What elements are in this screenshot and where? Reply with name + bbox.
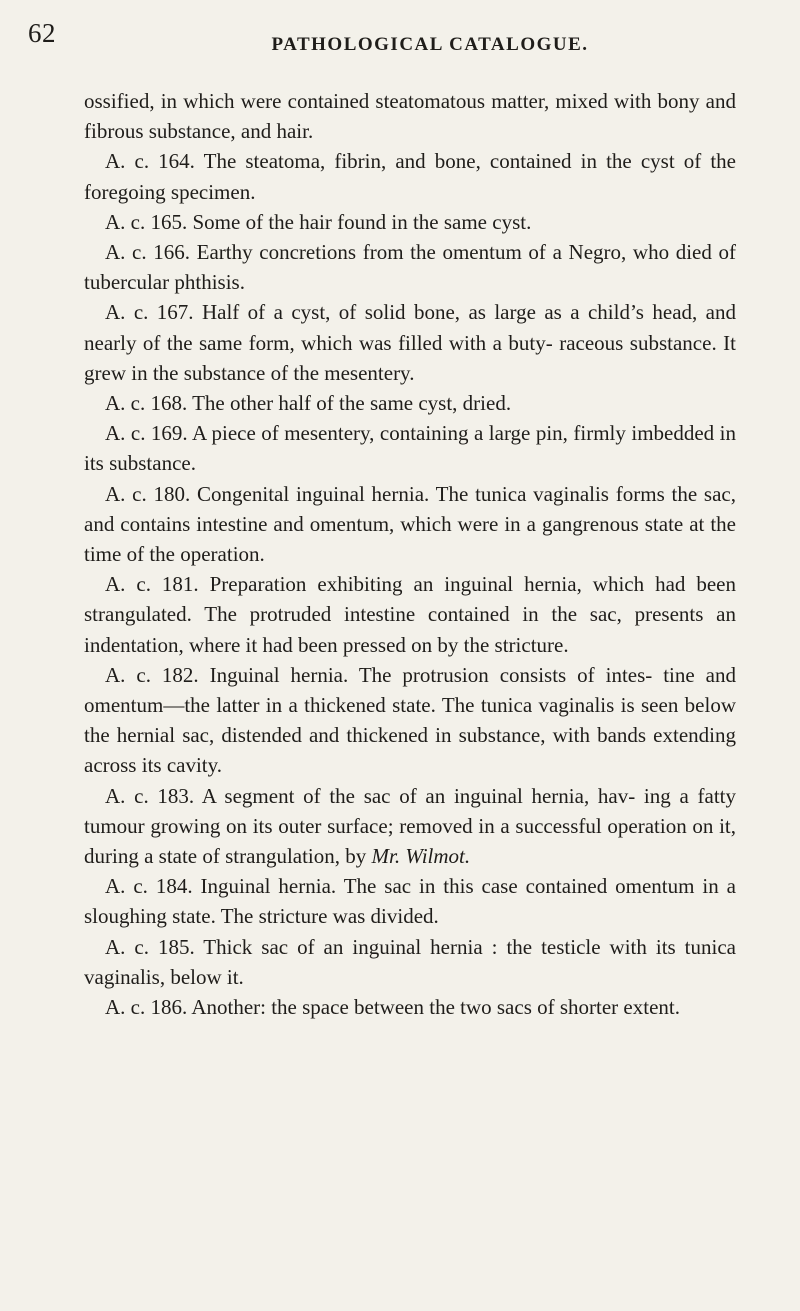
catalogue-entry-166: A. c. 166. Earthy concretions from the omentum of a Negro, who died of tubercular phthisis. <box>84 240 736 295</box>
catalogue-entry-167: A. c. 167. Half of a cyst, of solid bone, as large as a child’s head, and nearly of the same form, which was filled with a buty- raceous substance. It grew in the substance of the mesentery. <box>84 300 736 385</box>
running-head: PATHOLOGICAL CATALOGUE. <box>271 34 589 55</box>
catalogue-entry-169: A. c. 169. A piece of mesentery, containing a large pin, firmly imbedded in its substance. <box>84 421 736 476</box>
catalogue-entry-164: A. c. 164. The steatoma, fibrin, and bone, contained in the cyst of the foregoing specimen. <box>84 149 736 204</box>
catalogue-entry-180: A. c. 180. Congenital inguinal hernia. The tunica vaginalis forms the sac, and contains intestine and omentum, which were in a gangrenous state at the time of the operation. <box>84 481 736 567</box>
catalogue-entry-182: A. c. 182. Inguinal hernia. The protrusion consists of intes- tine and omentum—the latter in a thickened state. The tunica vaginalis is seen below the hernial sac, distended and thickened in substance, with bands extending across its cavity. <box>84 662 736 778</box>
catalogue-entry-165: A. c. 165. Some of the hair found in the same cyst. <box>105 209 532 234</box>
catalogue-entry-185: A. c. 185. Thick sac of an inguinal hernia : the testicle with its tunica vaginalis, below it. <box>84 934 736 989</box>
entry-183-body: A. c. 183. A segment of the sac of an inguinal hernia, hav- ing a fatty tumour growing on its outer surface; removed in a successful operation on it, during a state of strangulation, by <box>84 783 736 869</box>
catalogue-entry-183 <box>84 781 736 872</box>
catalogue-text <box>84 86 736 1022</box>
catalogue-entry-184: A. c. 184. Inguinal hernia. The sac in this case contained omentum in a sloughing state. The stricture was divided. <box>84 874 736 929</box>
entry-183-surgeon-name: Mr. Wilmot. <box>371 844 471 869</box>
catalogue-entry-168: A. c. 168. The other half of the same cyst, dried. <box>105 391 512 416</box>
catalogue-entry-continuation: ossified, in which were contained steatomatous matter, mixed with bony and fibrous substance, and hair. <box>84 89 736 144</box>
page-number: 62 <box>28 18 56 48</box>
catalogue-entry-181: A. c. 181. Preparation exhibiting an inguinal hernia, which had been strangulated. The protruded intestine contained in the sac, presents an indentation, where it had been pressed on by the stricture. <box>84 572 736 657</box>
catalogue-entry-186: A. c. 186. Another: the space between the two sacs of shorter extent. <box>105 995 680 1020</box>
